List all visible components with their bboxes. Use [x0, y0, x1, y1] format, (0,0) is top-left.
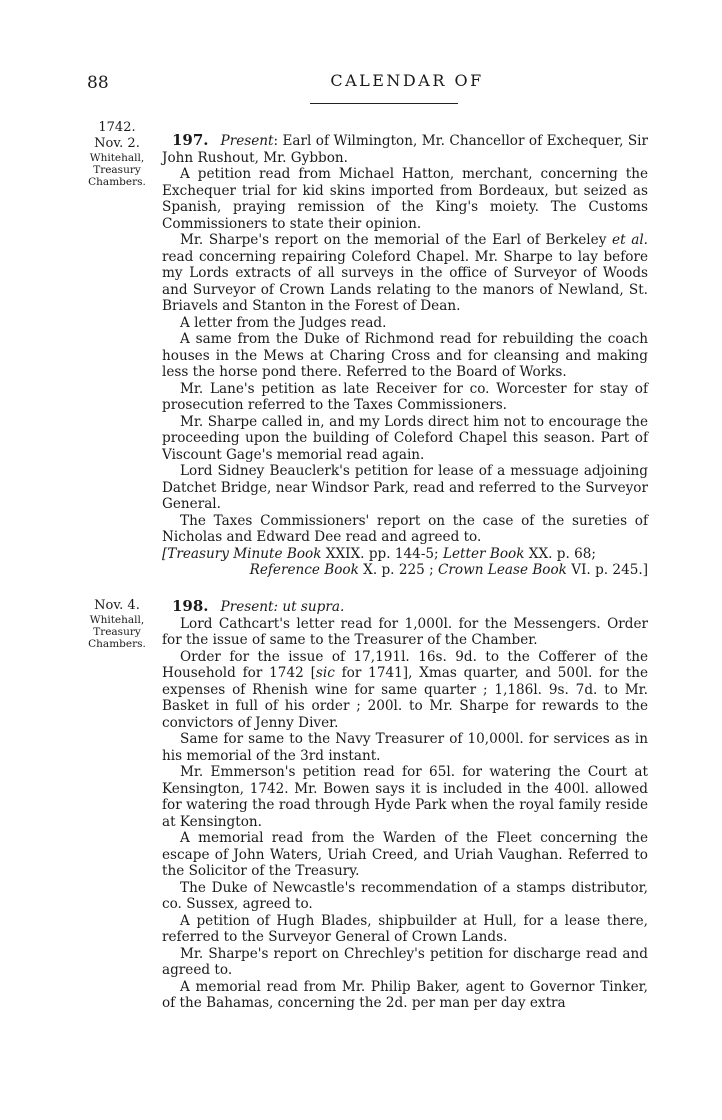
paragraph-text: for 1741], Xmas quarter, and 500l. for the expenses of Rhenish wine for same quarter ; 1,186l. 9s. 7d. to Mr. Basket in full of his order ; 200l. to Mr. Sharpe for rewards to the convictors of Jenny Diver. [162, 665, 648, 731]
paragraph: Mr. Sharpe's report on Chrechley's petition for discharge read and agreed to. [162, 945, 648, 978]
paragraph: A petition of Hugh Blades, shipbuilder at Hull, for a lease there, referred to the Surveyor General of Crown Lands. [162, 912, 648, 945]
ref-pages: XX. p. 68; [528, 545, 596, 562]
paragraph-text: Mr. Sharpe's report on the memorial of the Earl of Berkeley [180, 232, 607, 248]
margin-note-nov-4 [80, 598, 154, 650]
present-attendees: : Earl of Wilmington, Mr. Chancellor of Exchequer, Sir John Rushout, Mr. Gybbon. [162, 133, 648, 166]
margin-date: Nov. 4. [94, 598, 140, 613]
paragraph-italic: sic [315, 665, 335, 681]
paragraph: Lord Cathcart's letter read for 1,000l. for the Messengers. Order for the issue of same to the Treasurer of the Chamber. [162, 615, 648, 648]
present-label: Present [220, 133, 274, 149]
margin-year: 1742. [98, 120, 136, 135]
source-reference [162, 546, 648, 579]
paragraph: A memorial read from Mr. Philip Baker, agent to Governor Tinker, of the Bahamas, concerning the 2d. per man per day extra [162, 978, 648, 1011]
ref-book: [Treasury Minute Book [162, 545, 322, 562]
paragraph: A petition read from Michael Hatton, merchant, concerning the Exchequer trial for kid skins imported from Bordeaux, but seized as Spanish, praying remission of the King's moiety. The Customs Commissioners to state their opinion. [162, 166, 648, 232]
ref-pages: VI. p. 245.] [571, 562, 648, 578]
margin-place-line: Treasury [93, 626, 141, 638]
margin-place-line: Whitehall, [89, 614, 145, 626]
header-rule [310, 103, 458, 104]
paragraph-berkeley [162, 232, 648, 315]
ref-book: Reference Book [249, 562, 359, 578]
paragraph: The Taxes Commissioners' report on the case of the sureties of Nicholas and Edward Dee read and agreed to. [162, 512, 648, 545]
ref-pages: X. p. 225 ; [363, 562, 434, 578]
present-attendees: : ut supra. [273, 599, 345, 615]
paragraph: Mr. Emmerson's petition read for 65l. for watering the Court at Kensington, 1742. Mr. Bowen says it is included in the 400l. allowed for watering the road through Hyde Park when the royal family reside at Kensington. [162, 764, 648, 830]
paragraph-text: read concerning repairing Coleford Chapel. Mr. Sharpe to lay before my Lords extracts of all surveys in the office of Surveyor of Woods and Surveyor of Crown Lands relating to the manors of Newland, St. Briavels and Stanton in the Forest of Dean. [162, 248, 648, 314]
paragraph: A letter from the Judges read. [180, 314, 387, 331]
entry-number: 197. [172, 131, 209, 149]
paragraph: Same for same to the Navy Treasurer of 10,000l. for services as in his memorial of the 3rd instant. [162, 731, 648, 764]
paragraph-cofferer [162, 649, 648, 732]
present-label: Present [220, 599, 274, 615]
margin-date: Nov. 2. [94, 136, 140, 151]
running-title: CALENDAR OF [330, 71, 484, 90]
margin-place-line: Treasury [93, 164, 141, 176]
entry-197 [162, 132, 648, 579]
paragraph: Mr. Lane's petition as late Receiver for co. Worcester for stay of prosecution referred to the Taxes Commissioners. [162, 380, 648, 413]
entry-198-present [162, 598, 648, 616]
paragraph: A memorial read from the Warden of the Fleet concerning the escape of John Waters, Uriah Creed, and Uriah Vaughan. Referred to the Solicitor of the Treasury. [162, 830, 648, 879]
margin-place-line: Chambers. [88, 176, 146, 188]
paragraph: The Duke of Newcastle's recommendation of a stamps distributor, co. Sussex, agreed to. [162, 879, 648, 912]
paragraph-italic: et al. [612, 232, 648, 248]
entry-number: 198. [172, 597, 209, 615]
ref-pages: XXIX. pp. 144-5; [325, 545, 439, 562]
paragraph: A same from the Duke of Richmond read for rebuilding the coach houses in the Mews at Charing Cross and for cleansing and making less the horse pond there. Referred to the Board of Works. [162, 331, 648, 380]
paragraph: Lord Sidney Beauclerk's petition for lease of a messuage adjoining Datchet Bridge, near Windsor Park, read and referred to the Surveyor General. [162, 463, 648, 512]
margin-place-line: Chambers. [88, 638, 146, 650]
ref-book: Letter Book [442, 545, 525, 562]
entry-197-present [162, 132, 648, 166]
page-number: 88 [87, 73, 109, 93]
paragraph-text: Order for the issue of 17,191l. 16s. 9d. to the Cofferer of the Household for 1742 [ [162, 648, 648, 681]
entry-198 [162, 598, 648, 1012]
paragraph: Mr. Sharpe called in, and my Lords direct him not to encourage the proceeding upon the building of Coleford Chapel this season. Part of Viscount Gage's memorial read again. [162, 413, 648, 463]
ref-book: Crown Lease Book [438, 562, 567, 578]
margin-place-line: Whitehall, [89, 152, 145, 164]
margin-note-nov-2 [80, 120, 154, 188]
